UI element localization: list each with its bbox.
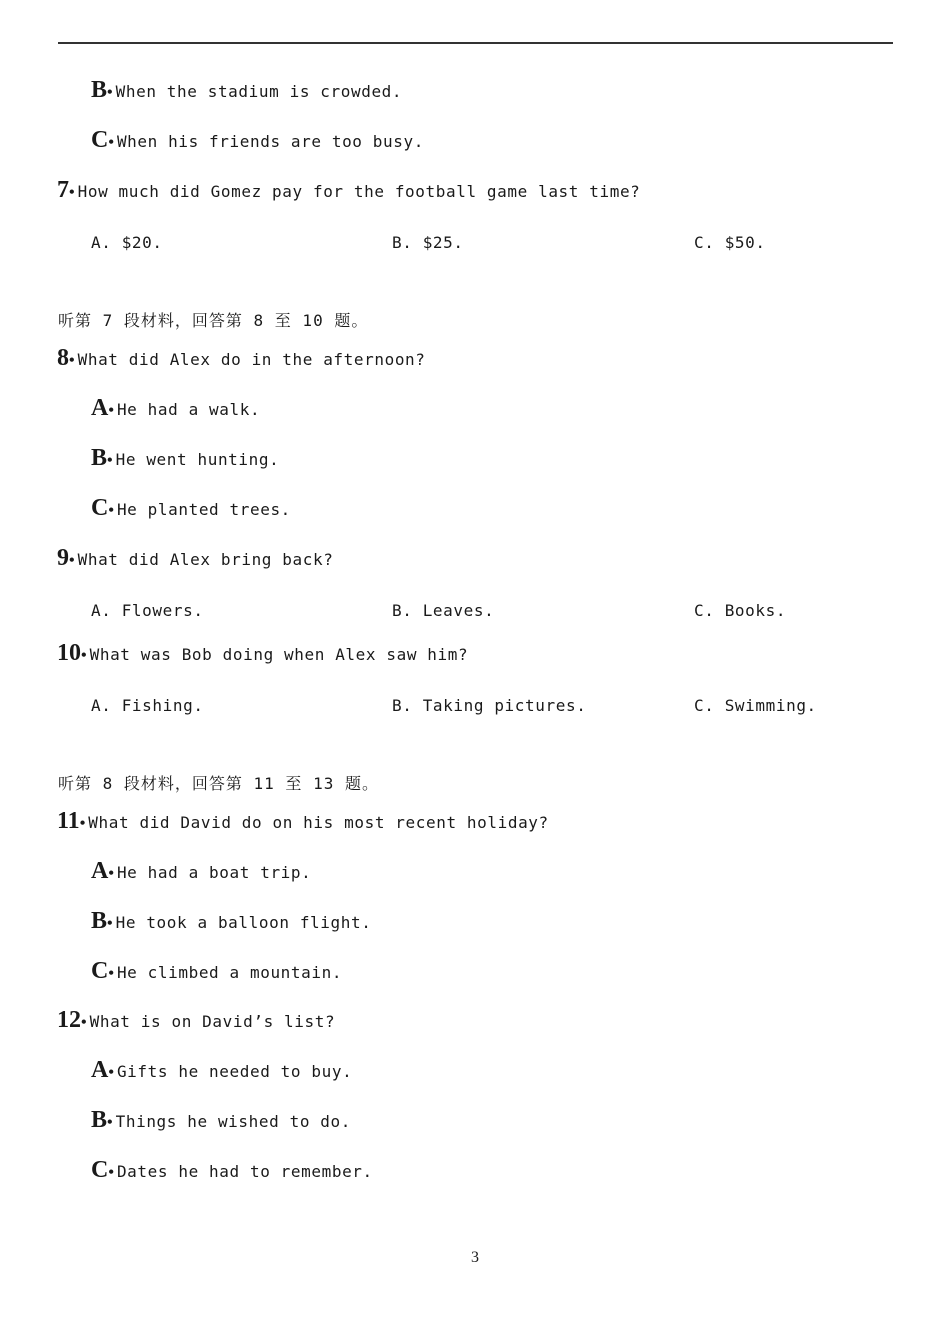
q10-option-c: C. Swimming. [694,696,817,715]
option-b: B• When the stadium is crowded. [91,77,403,103]
question-12: 12• What is on David’s list? [57,1007,336,1033]
q12-option-b: B• Things he wished to do. [91,1107,351,1133]
q7-option-a: A. $20. [91,233,163,252]
q12-option-c: C• Dates he had to remember. [91,1157,373,1183]
q9-option-c: C. Books. [694,601,787,620]
q11-option-c: C• He climbed a mountain. [91,958,343,984]
q8-option-c: C• He planted trees. [91,495,291,521]
q7-option-c: C. $50. [694,233,766,252]
q11-option-a: A• He had a boat trip. [91,858,312,884]
option-c: C• When his friends are too busy. [91,127,424,153]
question-9: 9• What did Alex bring back? [57,545,334,571]
q10-option-a: A. Fishing. [91,696,204,715]
q8-option-a: A• He had a walk. [91,395,261,421]
q11-option-b: B• He took a balloon flight. [91,908,372,934]
question-7: 7• How much did Gomez pay for the football game last time? [57,177,641,203]
q10-option-b: B. Taking pictures. [392,696,587,715]
q12-option-a: A• Gifts he needed to buy. [91,1057,353,1083]
q8-option-b: B• He went hunting. [91,445,280,471]
question-11: 11• What did David do on his most recent holiday? [57,808,549,834]
page-number: 3 [471,1249,479,1266]
q7-option-b: B. $25. [392,233,464,252]
question-8: 8• What did Alex do in the afternoon? [57,345,426,371]
q9-option-b: B. Leaves. [392,601,495,620]
question-10: 10• What was Bob doing when Alex saw him? [57,640,469,666]
section-heading-7: 听第 7 段材料，回答第 8 至 10 题。 [58,311,369,330]
section-heading-8: 听第 8 段材料，回答第 11 至 13 题。 [58,774,379,793]
q9-option-a: A. Flowers. [91,601,204,620]
header-rule [58,42,893,44]
